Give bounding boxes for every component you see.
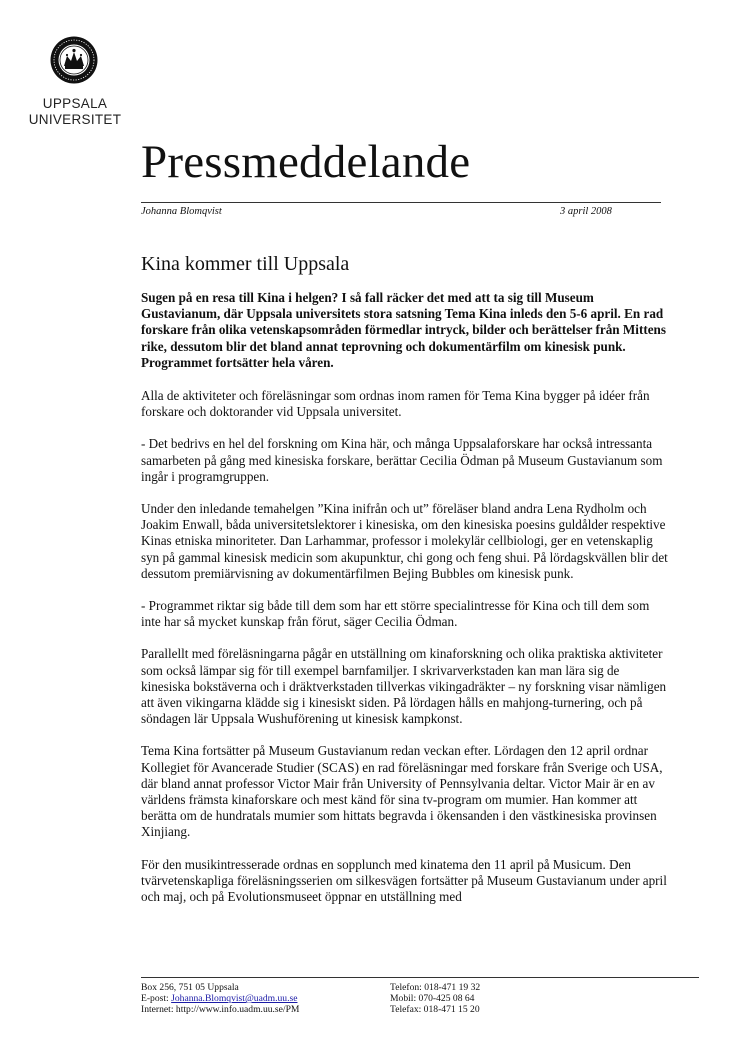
article-title: Kina kommer till Uppsala — [141, 253, 350, 275]
university-name — [0, 96, 150, 128]
footer-email-label: E-post: — [141, 993, 172, 1004]
article-body — [141, 290, 671, 921]
footer-phone: Telefon: 018-471 19 32 — [390, 982, 481, 993]
header-divider — [141, 202, 661, 203]
footer-mobile: Mobil: 070-425 08 64 — [390, 993, 475, 1004]
university-name-line1: UPPSALA — [42, 96, 108, 111]
footer-internet: Internet: http://www.info.uadm.uu.se/PM — [141, 1004, 300, 1015]
body-paragraph: Tema Kina fortsätter på Museum Gustavianum redan veckan efter. Lördagen den 12 april ordnar Kollegiet för Avancerade Studier (SCAS) en rad föreläsningar med forskare från Sverige och USA, där bland annat professor Victor Mair från University of Pennsylvania deltar. Victor Mair är en av världens främsta kinaforskare och mest känd för sina tv-program om mumier. Han kommer att berätta om de hundratals mumier som hittats begravda i ökensanden i den västkinesiska provinsen Xinjiang. — [141, 743, 663, 840]
footer-divider — [141, 977, 699, 978]
footer-email-line — [141, 993, 299, 1004]
body-paragraph: Parallellt med föreläsningarna pågår en utställning om kinaforskning och olika praktiska aktiviteter som också lämpar sig för till exempel barnfamiljer. I skrivarverkstaden kan man lära sig de kinesiska bokstäverna och i dräktverkstaden tillverkas vikingadräkter – ny forskning visar nämligen att även vikingarna klädde sig i kinesiskt siden. På lördagen hålls en mahjong-turnering, och på söndagen lär Uppsala Wushuförening ut kinesisk kampkonst. — [141, 646, 667, 727]
publication-date: 3 april 2008 — [560, 206, 612, 217]
email-link[interactable]: Johanna.Blomqvist@uadm.uu.se — [171, 993, 298, 1004]
document-type-heading: Pressmeddelande — [141, 136, 471, 188]
body-paragraph: För den musikintresserade ordnas en sopplunch med kinatema den 11 april på Musicum. Den tvärvetenskapliga föreläsningsserien om silkesvägen fortsätter på Museum Gustavianum under april och maj, och på Evolutionsmuseet öppnar en utställning med — [141, 856, 667, 905]
body-paragraph: - Programmet riktar sig både till dem som har ett större specialintresse för Kina och till dem som inte har så mycket kunskap från förut, säger Cecilia Ödman. — [141, 598, 650, 630]
footer-fax: Telefax: 018-471 15 20 — [390, 1004, 480, 1015]
body-paragraph: - Det bedrivs en hel del forskning om Kina här, och många Uppsalaforskare har också intressanta samarbeten på gång med kinesiska forskare, berättar Cecilia Ödman på Museum Gustavianum som ingår i programgruppen. — [141, 436, 663, 484]
university-seal-icon — [50, 36, 98, 84]
author-name: Johanna Blomqvist — [141, 206, 222, 217]
footer-phones — [390, 982, 480, 1015]
university-name-line2: UNIVERSITET — [28, 112, 122, 127]
body-paragraph: Under den inledande temahelgen ”Kina inifrån och ut” föreläser bland andra Lena Rydholm och Joakim Enwall, båda universitetslektorer i kinesiska, om den kinesiska poesins guldålder respektive Kinas etniska minoriteter. Dan Larhammar, professor i molekylär cellbiologi, ger en vetenskaplig syn på gammal kinesisk medicin som akupunktur, chi gong och feng shui. På lördagskvällen blir det dessutom premiärvisning av dokumentärfilmen Bejing Bubbles om kinesisk punk. — [141, 501, 668, 581]
lead-paragraph: Sugen på en resa till Kina i helgen? I så fall räcker det med att ta sig till Museum Gustavianum, där Uppsala universitets stora satsning Tema Kina inleds den 5-6 april. En rad forskare från olika vetenskapsområden förmedlar intryck, bilder och berättelser från Mittens rike, dessutom blir det bland annat teprovning och dokumentärfilm om kinesisk punk. Programmet fortsätter hela våren. — [141, 290, 666, 370]
body-paragraph: Alla de aktiviteter och föreläsningar som ordnas inom ramen för Tema Kina bygger på idéer från forskare och doktorander vid Uppsala universitet. — [141, 388, 650, 420]
footer-contact — [141, 982, 299, 1015]
footer-address: Box 256, 751 05 Uppsala — [141, 982, 239, 993]
